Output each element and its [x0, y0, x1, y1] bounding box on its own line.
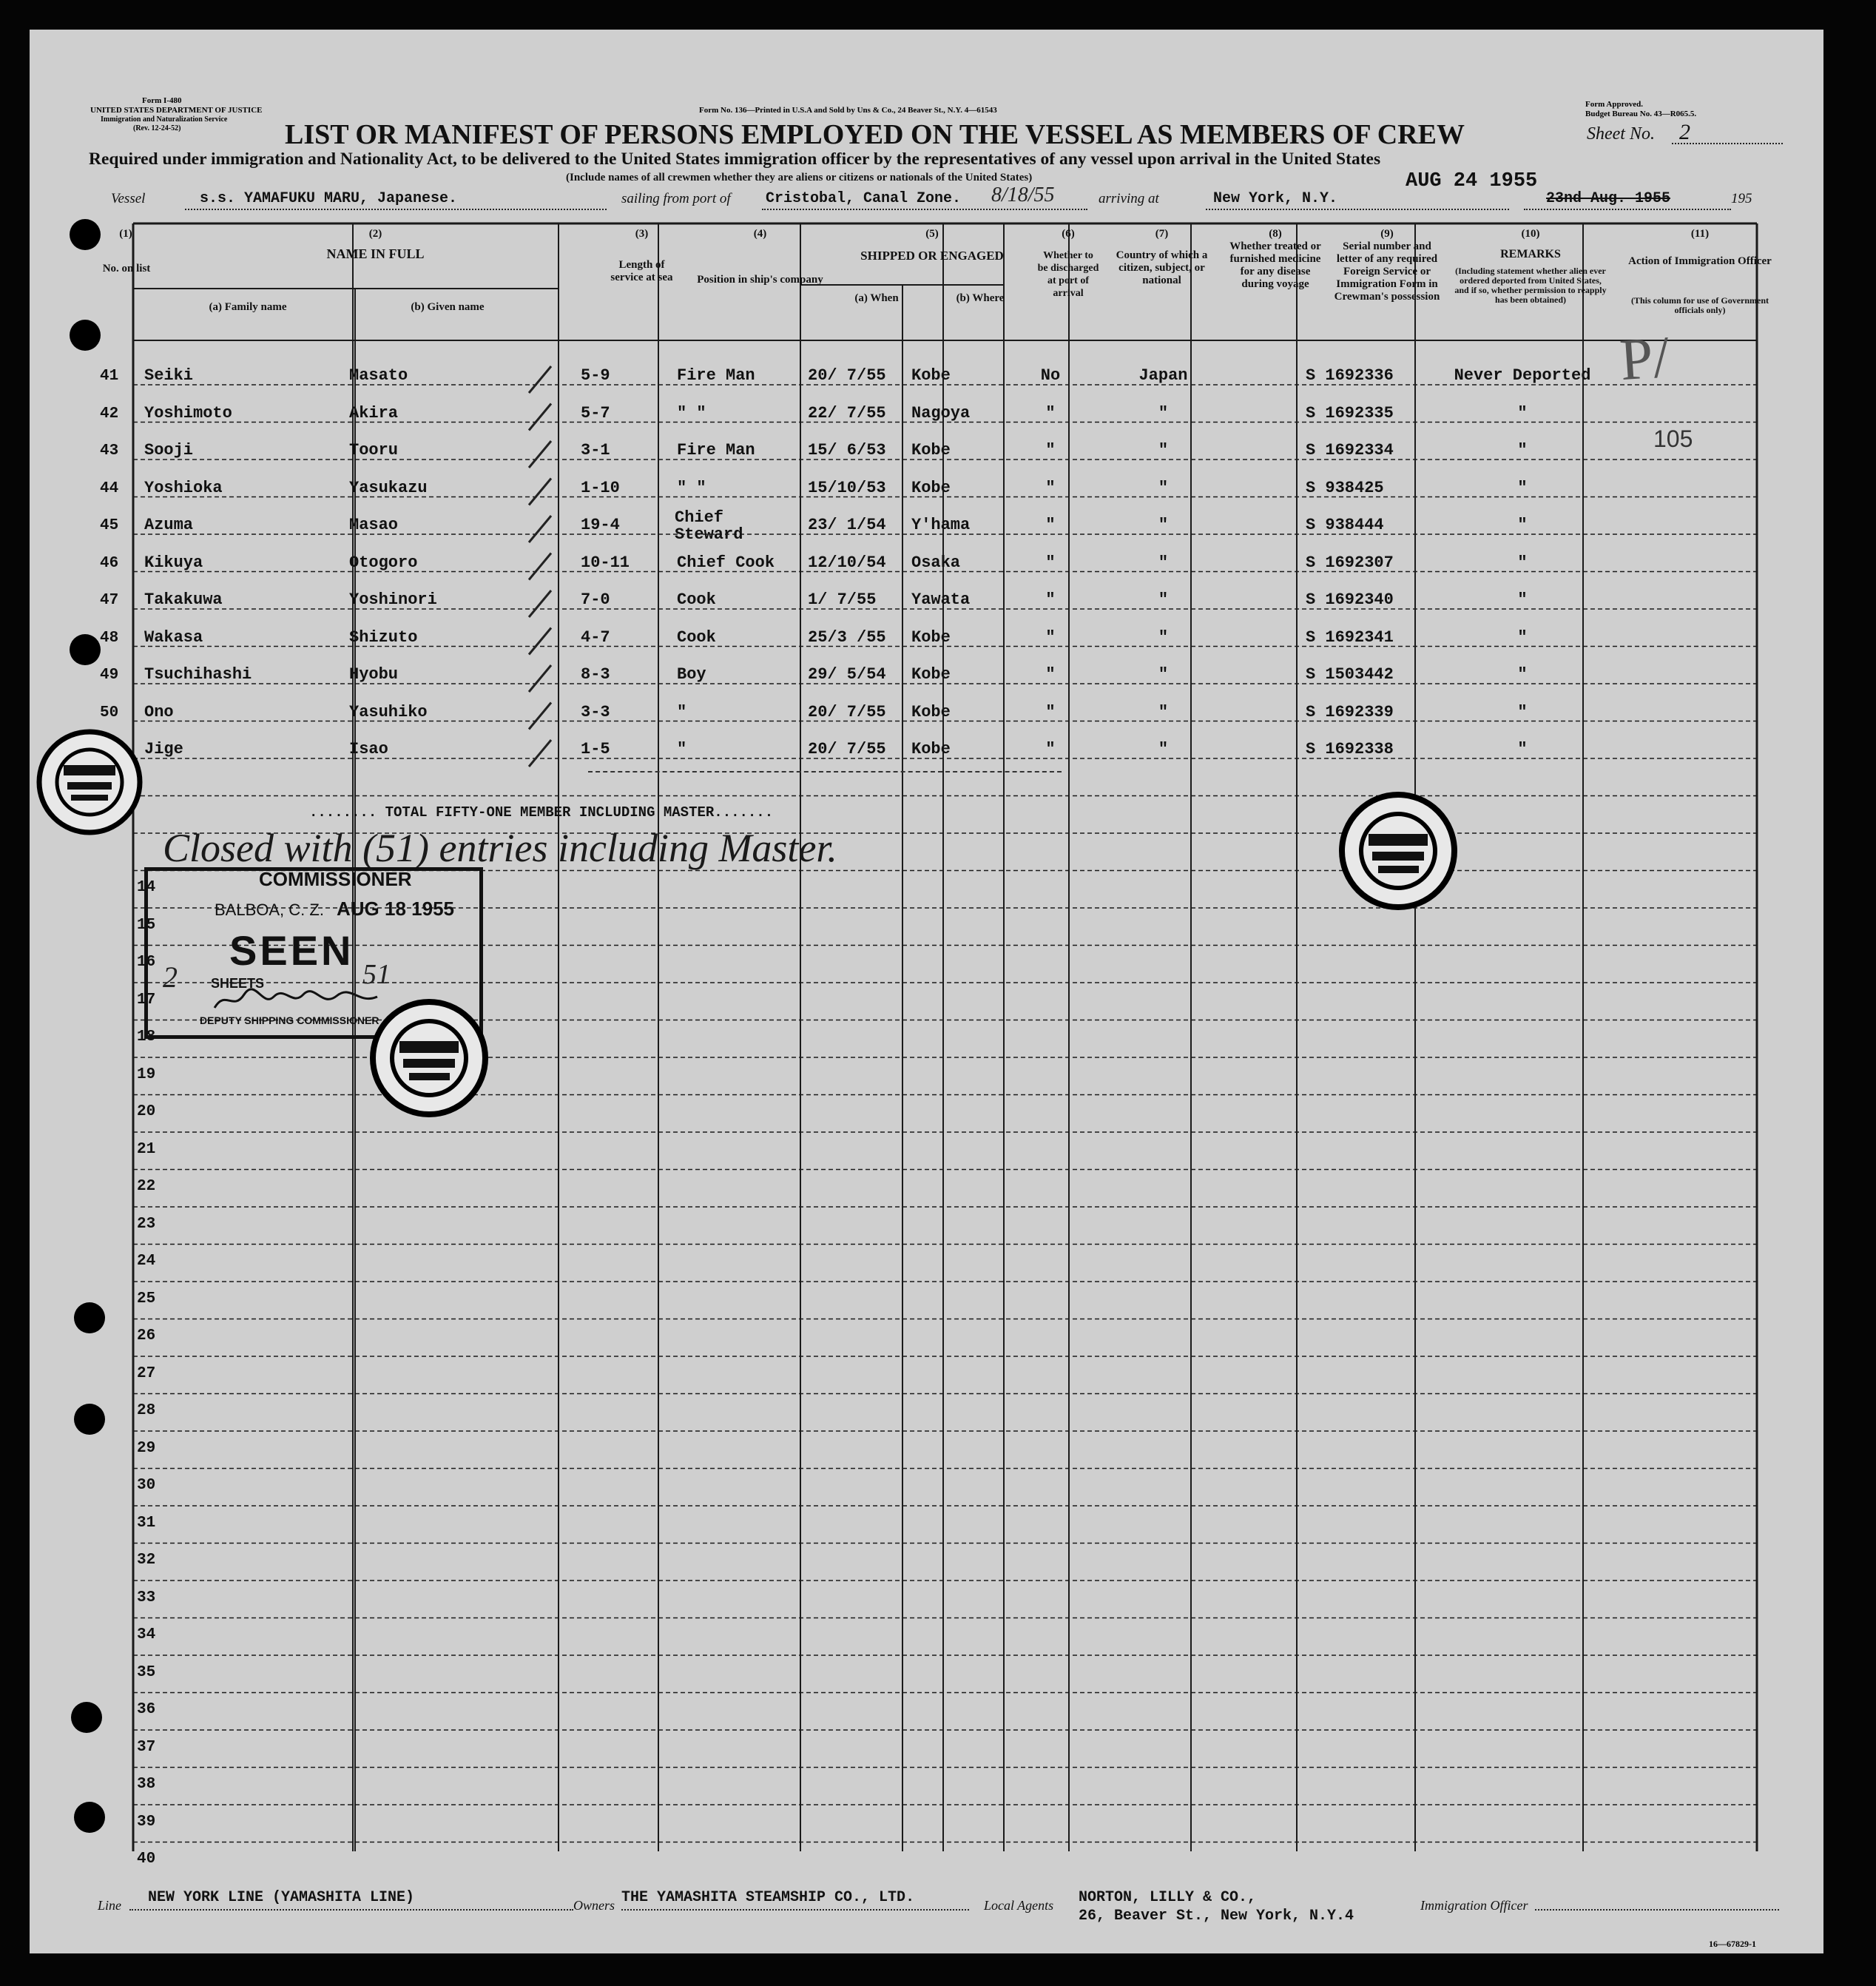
service-length: 10-11 — [581, 553, 630, 572]
col5-number: (5) — [925, 228, 939, 240]
row-number: 46 — [100, 554, 119, 572]
col3-label: Length of service at sea — [610, 259, 673, 283]
stamp-crew-count: 51 — [362, 959, 391, 990]
row-number: 40 — [137, 1851, 156, 1868]
col10-number: (10) — [1521, 228, 1540, 240]
discharge-status: " — [1045, 627, 1056, 647]
col8-label: Whether treated or furnished medicine for any disease during voyage — [1229, 240, 1321, 290]
officer-number: 105 — [1653, 425, 1693, 452]
remarks: " — [1517, 441, 1528, 460]
family-name: Sooji — [144, 441, 194, 460]
row-number: 24 — [137, 1253, 156, 1270]
remarks: " — [1517, 740, 1528, 758]
serial-number: S 938444 — [1306, 516, 1384, 534]
handwritten-date: 8/18/55 — [991, 184, 1055, 206]
position: " — [677, 740, 687, 758]
remarks: " — [1517, 516, 1528, 534]
row-number: 42 — [100, 405, 119, 423]
shipped-when: 23/ 1/54 — [808, 516, 886, 534]
country: " — [1158, 665, 1169, 684]
sheet-label: Sheet No. — [1587, 124, 1655, 144]
remarks: " — [1517, 702, 1528, 721]
discharge-status: " — [1045, 665, 1056, 684]
budget-bureau: Budget Bureau No. 43—R065.5. — [1585, 110, 1697, 118]
arrival-date-stamp: AUG 24 1955 — [1406, 170, 1538, 192]
col7-number: (7) — [1155, 228, 1169, 240]
family-name: Tsuchihashi — [144, 665, 252, 684]
binder-hole — [70, 219, 101, 250]
shipped-when: 1/ 7/55 — [808, 590, 877, 609]
port-seal-left — [34, 727, 145, 838]
stamp-sheets-label: SHEETS — [211, 976, 265, 991]
given-name: Isao — [349, 740, 388, 758]
include-note: (Include names of all crewmen whether they are aliens or citizens or nationals of the United States) — [566, 172, 1033, 184]
check-mark — [529, 516, 551, 542]
departure-port: Cristobal, Canal Zone. — [766, 190, 962, 207]
family-name: Wakasa — [144, 627, 203, 647]
shipped-where: Kobe — [911, 441, 951, 460]
total-line: ........ TOTAL FIFTY-ONE MEMBER INCLUDING MASTER....... — [309, 804, 774, 821]
arriving-label: arriving at — [1099, 191, 1159, 206]
shipped-where: Kobe — [911, 702, 951, 721]
service-length: 19-4 — [581, 516, 620, 534]
row-number: 18 — [137, 1029, 156, 1046]
position: Fire Man — [677, 441, 755, 460]
country: " — [1158, 627, 1169, 647]
check-mark — [529, 665, 551, 692]
row-number: 28 — [137, 1402, 156, 1419]
col11-label: Action of Immigration Officer — [1628, 255, 1772, 267]
vessel-name: s.s. YAMAFUKU MARU, Japanese. — [200, 190, 458, 207]
sheet-number: 2 — [1679, 120, 1690, 144]
discharge-status: " — [1045, 590, 1056, 609]
row-number: 35 — [137, 1663, 156, 1681]
subtitle: Required under immigration and Nationality Act, to be delivered to the United States immigration officer by the representatives of any vessel upon arrival in the United States — [89, 149, 1381, 169]
position: " " — [677, 403, 706, 423]
row-number: 36 — [137, 1701, 156, 1718]
binder-hole — [71, 1702, 102, 1733]
stamp-commissioner: COMMISSIONER — [259, 868, 412, 890]
row-number: 22 — [137, 1178, 156, 1195]
given-name: Akira — [349, 403, 399, 423]
col11-number: (11) — [1690, 228, 1710, 240]
remarks: " — [1517, 403, 1528, 423]
remarks: " — [1517, 627, 1528, 647]
country: " — [1158, 516, 1169, 534]
family-name: Kikuya — [144, 553, 203, 572]
col10-note: (Including statement whether alien ever ordered deported from United States, and if so, whether permission to reapply has been obtained) — [1454, 266, 1607, 305]
serial-number: S 1692341 — [1306, 627, 1394, 647]
serial-number: S 1692335 — [1306, 403, 1394, 423]
row-number: 14 — [137, 879, 156, 896]
check-mark — [529, 590, 551, 617]
shipped-where: Nagoya — [911, 403, 971, 423]
remarks: " — [1517, 478, 1528, 497]
check-mark — [529, 703, 551, 730]
stamp-location: BALBOA, C. Z. — [215, 901, 324, 919]
col3-number: (3) — [635, 228, 649, 240]
country: " — [1158, 740, 1169, 758]
position: Boy — [677, 665, 706, 684]
shipped-when: 15/ 6/53 — [808, 441, 886, 460]
col2-label: NAME IN FULL — [326, 246, 425, 261]
printer-line: Form No. 136—Printed in U.S.A and Sold by Uns & Co., 24 Beaver St., N.Y. 4—61543 — [699, 106, 997, 115]
shipped-when: 25/3 /55 — [808, 627, 886, 647]
position: Cook — [677, 590, 716, 609]
discharge-status: " — [1045, 403, 1056, 423]
binder-hole — [70, 634, 101, 665]
check-mark — [529, 479, 551, 505]
family-name: Jige — [144, 740, 183, 758]
shipped-when: 20/ 7/55 — [808, 702, 886, 721]
row-number: 38 — [137, 1776, 156, 1793]
footer-agents-label: Local Agents — [984, 1898, 1054, 1913]
shipped-where: Kobe — [911, 366, 951, 385]
stamp-date: AUG 18 1955 — [337, 898, 454, 920]
row-number: 41 — [100, 368, 119, 385]
service-length: 5-7 — [581, 403, 610, 423]
check-mark — [529, 740, 551, 767]
col1-number: (1) — [119, 228, 132, 240]
row-number: 45 — [100, 517, 119, 534]
position: Cook — [677, 627, 716, 647]
shipped-when: 15/10/53 — [808, 478, 886, 497]
check-mark — [529, 628, 551, 655]
given-name: Tooru — [349, 441, 399, 460]
row-number: 33 — [137, 1589, 156, 1606]
check-mark — [529, 553, 551, 580]
col4-label: Position in ship's company — [697, 274, 823, 286]
binder-hole — [74, 1802, 105, 1833]
row-number: 39 — [137, 1813, 156, 1831]
row-number: 37 — [137, 1738, 156, 1756]
manifest-sheet — [30, 30, 1823, 1953]
department-name: UNITED STATES DEPARTMENT OF JUSTICE — [90, 106, 263, 115]
serial-number: S 1692340 — [1306, 590, 1394, 609]
remarks: Never Deported — [1454, 366, 1591, 385]
col5b-label: (b) Where — [956, 292, 1005, 304]
country: Japan — [1138, 366, 1188, 385]
footer-line-label: Line — [98, 1898, 122, 1913]
footer-owners-label: Owners — [573, 1898, 615, 1913]
discharge-status: " — [1045, 553, 1056, 572]
col2b-label: (b) Given name — [411, 301, 485, 313]
service-length: 1-5 — [581, 740, 610, 758]
country: " — [1158, 441, 1169, 460]
col4-number: (4) — [753, 228, 767, 240]
row-number: 50 — [100, 704, 119, 721]
vessel-label: Vessel — [111, 191, 146, 206]
serial-number: S 1692334 — [1306, 441, 1394, 460]
year-suffix: 195 — [1731, 191, 1752, 206]
page-title: LIST OR MANIFEST OF PERSONS EMPLOYED ON THE VESSEL AS MEMBERS OF CREW — [285, 119, 1465, 150]
arrival-port: New York, N.Y. — [1213, 190, 1338, 207]
port-seal-right — [1335, 788, 1461, 914]
family-name: Azuma — [144, 516, 194, 534]
serial-number: S 1692338 — [1306, 740, 1394, 758]
given-name: Shizuto — [349, 627, 418, 647]
col8-number: (8) — [1269, 228, 1282, 240]
shipped-where: Kobe — [911, 627, 951, 647]
family-name: Yoshimoto — [144, 403, 232, 423]
given-name: Masao — [349, 516, 399, 534]
stamp-seen: SEEN — [229, 927, 354, 974]
binder-hole — [74, 1302, 105, 1333]
check-mark — [529, 404, 551, 431]
row-number: 31 — [137, 1514, 156, 1532]
serial-number: S 938425 — [1306, 478, 1384, 497]
position: " — [677, 702, 687, 721]
closed-note: Closed with (51) entries including Master. — [163, 826, 837, 870]
service-length: 3-3 — [581, 702, 610, 721]
remarks: " — [1517, 553, 1528, 572]
form-approved: Form Approved. — [1585, 100, 1644, 109]
position: " " — [677, 478, 706, 497]
remarks: " — [1517, 665, 1528, 684]
binder-hole — [70, 320, 101, 351]
row-number: 27 — [137, 1364, 156, 1382]
service-length: 3-1 — [581, 441, 610, 460]
row-number: 29 — [137, 1439, 156, 1457]
given-name: Masato — [349, 366, 408, 385]
col9-label: Serial number and letter of any required Foreign Service or Immigration Form in Crewman's possession — [1334, 240, 1440, 303]
shipped-when: 12/10/54 — [808, 553, 886, 572]
row-number: 26 — [137, 1327, 156, 1344]
col7-label: Country of which a citizen, subject, or national — [1116, 249, 1208, 286]
discharge-status: No — [1040, 366, 1061, 385]
shipped-when: 29/ 5/54 — [808, 665, 886, 684]
col5-label: SHIPPED OR ENGAGED — [860, 249, 1004, 263]
discharge-status: " — [1045, 702, 1056, 721]
footer-line: NEW YORK LINE (YAMASHITA LINE) — [148, 1889, 415, 1906]
family-name: Takakuwa — [144, 590, 223, 609]
serial-number: S 1692339 — [1306, 702, 1394, 721]
col6-number: (6) — [1062, 228, 1075, 240]
country: " — [1158, 553, 1169, 572]
given-name: Hyobu — [349, 665, 399, 684]
revision-date: (Rev. 12-24-52) — [133, 124, 181, 132]
stamp-sheets-count: 2 — [163, 960, 178, 994]
shipped-where: Kobe — [911, 665, 951, 684]
col9-number: (9) — [1380, 228, 1394, 240]
shipped-where: Osaka — [911, 553, 961, 572]
footer-officer-label: Immigration Officer — [1420, 1898, 1528, 1913]
row-number: 30 — [137, 1477, 156, 1494]
given-name: Otogoro — [349, 553, 418, 572]
arrival-date: 23nd Aug. 1955 — [1546, 190, 1671, 207]
position: Steward — [675, 525, 743, 544]
col5a-label: (a) When — [854, 292, 899, 304]
row-number: 25 — [137, 1290, 156, 1307]
shipped-when: 20/ 7/55 — [808, 366, 886, 385]
given-name: Yasuhiko — [349, 702, 428, 721]
check-mark — [529, 441, 551, 468]
footer-agents-2: 26, Beaver St., New York, N.Y.4 — [1079, 1908, 1354, 1925]
remarks: " — [1517, 590, 1528, 609]
shipped-where: Y'hama — [911, 516, 971, 534]
stamp-footer: DEPUTY SHIPPING COMMISSIONER — [200, 1014, 379, 1026]
serial-number: S 1692307 — [1306, 553, 1394, 572]
country: " — [1158, 590, 1169, 609]
family-name: Yoshioka — [144, 478, 223, 497]
row-number: 32 — [137, 1552, 156, 1569]
col1-label: No. on list — [102, 263, 151, 275]
shipped-when: 22/ 7/55 — [808, 403, 886, 423]
country: " — [1158, 403, 1169, 423]
footer-owners: THE YAMASHITA STEAMSHIP CO., LTD. — [621, 1889, 915, 1906]
service-length: 5-9 — [581, 366, 610, 385]
service-length: 1-10 — [581, 478, 620, 497]
col10-label: REMARKS — [1500, 248, 1561, 260]
footer-agents-1: NORTON, LILLY & CO., — [1079, 1889, 1257, 1906]
serial-number: S 1692336 — [1306, 366, 1394, 385]
country: " — [1158, 478, 1169, 497]
serial-number: S 1503442 — [1306, 665, 1394, 684]
discharge-status: " — [1045, 516, 1056, 534]
service-length: 8-3 — [581, 665, 610, 684]
service-length: 4-7 — [581, 627, 610, 647]
position: Chief Cook — [677, 553, 775, 572]
stamp-signature — [211, 986, 381, 1015]
row-number: 20 — [137, 1103, 156, 1120]
footer-code: 16—67829-1 — [1709, 1939, 1756, 1949]
row-number: 15 — [137, 916, 156, 934]
col6-label: Whether to be discharged at port of arrival — [1037, 250, 1099, 299]
form-number: Form I-480 — [142, 96, 182, 105]
row-number: 17 — [137, 991, 156, 1009]
given-name: Yasukazu — [349, 478, 428, 497]
family-name: Ono — [144, 702, 174, 721]
country: " — [1158, 702, 1169, 721]
row-number: 44 — [100, 479, 119, 497]
discharge-status: " — [1045, 441, 1056, 460]
shipped-where: Kobe — [911, 478, 951, 497]
service-name: Immigration and Naturalization Service — [101, 115, 228, 124]
port-seal-bottom — [366, 995, 492, 1121]
row-number: 21 — [137, 1140, 156, 1158]
position: Chief — [675, 508, 724, 527]
position: Fire Man — [677, 366, 755, 385]
row-number: 23 — [137, 1215, 156, 1233]
row-number: 48 — [100, 629, 119, 647]
col2a-label: (a) Family name — [209, 301, 287, 313]
row-number: 19 — [137, 1066, 156, 1083]
row-number: 34 — [137, 1626, 156, 1643]
row-number: 43 — [100, 442, 119, 460]
family-name: Seiki — [144, 366, 194, 385]
service-length: 7-0 — [581, 590, 610, 609]
col11-note: (This column for use of Government officials only) — [1630, 295, 1769, 315]
given-name: Yoshinori — [349, 590, 437, 609]
check-mark — [529, 366, 551, 393]
row-number: 16 — [137, 954, 156, 971]
discharge-status: " — [1045, 478, 1056, 497]
row-number: 47 — [100, 592, 119, 609]
row-number: 49 — [100, 667, 119, 684]
shipped-where: Kobe — [911, 740, 951, 758]
discharge-status: " — [1045, 740, 1056, 758]
col2-number: (2) — [368, 228, 382, 240]
officer-initials: P/ — [1617, 324, 1672, 394]
sailing-label: sailing from port of — [621, 191, 731, 206]
shipped-when: 20/ 7/55 — [808, 740, 886, 758]
binder-hole — [74, 1404, 105, 1435]
shipped-where: Yawata — [911, 590, 971, 609]
